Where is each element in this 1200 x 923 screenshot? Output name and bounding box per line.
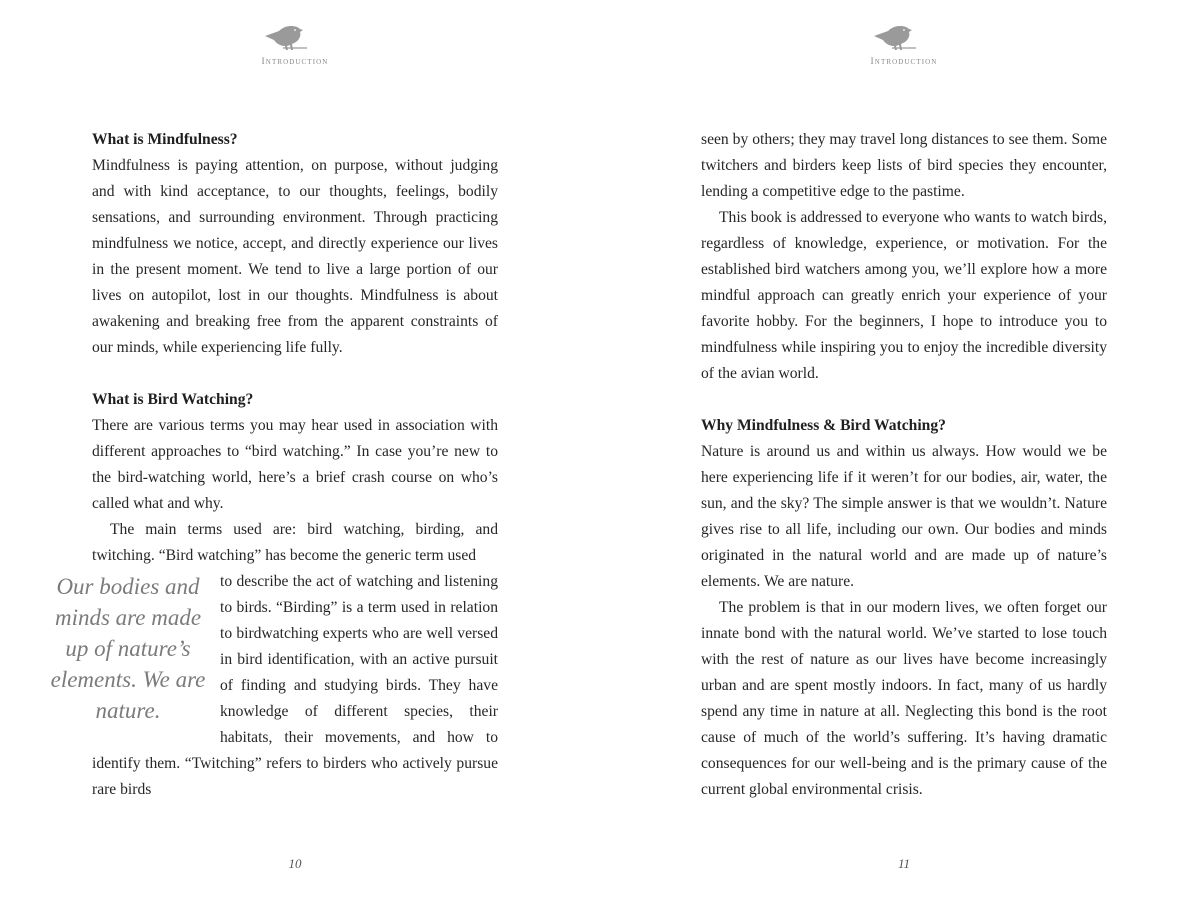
heading-why-mindfulness-bird-watching: Why Mindfulness & Bird Watching? [701,417,946,434]
paragraph: There are various terms you may hear used in association with different approaches to “bird watching.” In case you’re new to the bird-watching world, here’s a brief crash course on who’s called what and why. [92,417,498,512]
heading-what-is-bird-watching: What is Bird Watching? [92,391,254,408]
running-head: Introduction [870,57,938,67]
bird-icon [872,22,924,52]
paragraph: This book is addressed to everyone who wants to watch birds, regardless of knowledge, experience, or motivation. For the established bird watchers among you, we’ll explore how a more mindful approach can greatly enrich your experience of your favorite hobby. For the beginners, I hope to introduce you to mindfulness while inspiring you to enjoy the incredible diversity of the avian world. [701,209,1107,382]
paragraph-continued: to describe the act of watching and listening to birds. “Birding” is a term used in relation to birdwatching experts who are well versed in bird identification, with an active pursuit of finding and studying birds. They have knowledge of different species, their habitats, their movements, and how to identify them. “Twitching” refers to birders who actively pursue rare birds [92,573,498,798]
paragraph: seen by others; they may travel long distances to see them. Some twitchers and birders keep lists of bird species they encounter, lending a competitive edge to the pastime. [701,131,1107,200]
page-number: 11 [897,856,911,871]
running-head: Introduction [261,57,329,67]
page-number: 10 [288,856,302,871]
bird-icon [263,22,315,52]
paragraph: Mindfulness is paying attention, on purpose, without judging and with kind acceptance, to our thoughts, feelings, bodily sensations, and surrounding environment. Through practicing mindfulness we notice, accept, and directly experience our lives in the present moment. We tend to live a large portion of our lives on autopilot, lost in our thoughts. Mindfulness is about awakening and breaking free from the apparent constraints of our minds, while experiencing life fully. [92,157,498,356]
pull-quote: Our bodies and minds are made up of nature’s elements. We are nature. [50,574,206,723]
paragraph: Nature is around us and within us always. How would we be here experiencing life if it weren’t for our bodies, air, water, the sun, and the sky? The simple answer is that we wouldn’t. Nature gives rise to all life, including our own. Our bodies and minds originated in the natural world and are made up of nature’s elements. We are nature. [701,443,1107,590]
paragraph: The main terms used are: bird watching, birding, and twitching. “Bird watching” has become the generic term used [92,521,498,564]
left-body [50,127,498,803]
right-page [600,0,1200,923]
right-body [701,127,1107,803]
heading-what-is-mindfulness: What is Mindfulness? [92,131,238,148]
paragraph: The problem is that in our modern lives, we often forget our innate bond with the natural world. We’ve started to lose touch with the rest of nature as our lives have become increasingly urban and are spent mostly indoors. In fact, many of us hardly spend any time in nature at all. Neglecting this bond is the root cause of much of the world’s suffering. It’s having dramatic consequences for our well-being and is the primary cause of the current global environmental crisis. [701,599,1107,798]
